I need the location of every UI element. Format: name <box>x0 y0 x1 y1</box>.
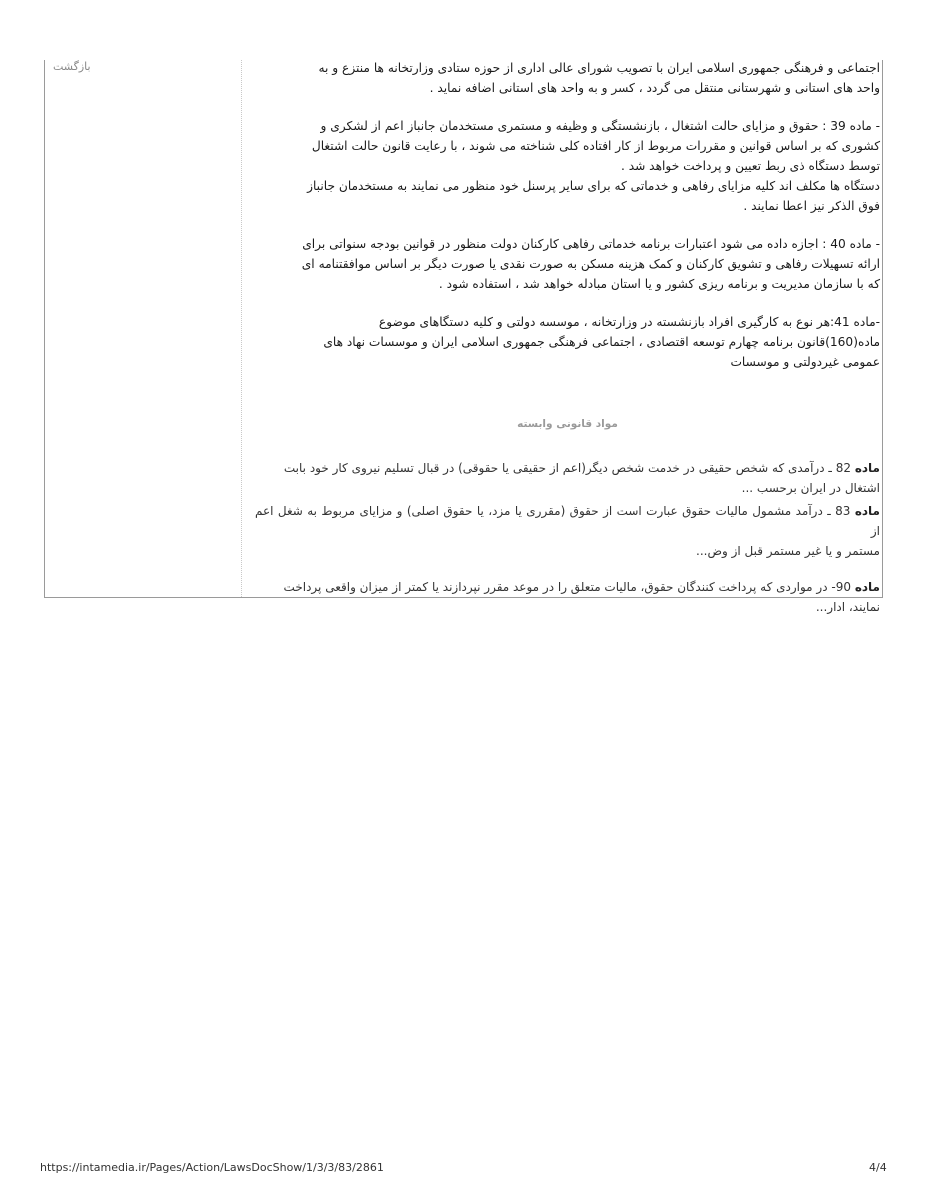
document-frame <box>44 60 883 614</box>
related-laws-list <box>255 458 880 617</box>
related-law-text: 90- در مواردی که پرداخت کنندگان حقوق، مالیات متعلق را در موعد مقرر نپردازند یا کمتر از میزان واقعی پرداخت <box>283 580 855 594</box>
paragraph-line: عمومی غیردولتی و موسسات <box>730 355 880 369</box>
law-paragraph <box>255 312 880 372</box>
related-law-text: اشتغال در ایران برحسب ... <box>741 481 880 495</box>
related-law-line <box>255 577 880 597</box>
related-law-line <box>255 458 880 478</box>
back-link[interactable]: بازگشت <box>53 60 91 73</box>
related-law-label: ماده <box>854 580 880 594</box>
related-law-text: مستمر و یا غیر مستمر قبل از وض... <box>696 544 880 558</box>
law-paragraph <box>255 234 880 294</box>
back-column <box>45 60 242 597</box>
related-law-text: 82 ـ درآمدی که شخص حقیقی در خدمت شخص دیگر(اعم از حقیقی یا حقوقی) در قبال تسلیم نیروی کار خود بابت <box>283 461 855 475</box>
footer-url: https://intamedia.ir/Pages/Action/LawsDocShow/1/3/3/83/2861 <box>40 1161 384 1174</box>
paragraph-line: -ماده 41:هر نوع به کارگیری افراد بازنشسته در وزارتخانه ، موسسه دولتی و کلیه دستگاهای موضوع <box>378 315 880 329</box>
paragraph-line: اجتماعی و فرهنگی جمهوری اسلامی ایران با تصویب شورای عالی اداری از حوزه ستادی وزارتخانه ها منتزع و به <box>318 61 880 75</box>
paragraph-line: کشوری که بر اساس قوانین و مقررات مربوط از کار افتاده کلی شناخته می شوند ، با رعایت قانون حالت اشتغال <box>311 139 880 153</box>
related-law-line <box>255 541 880 561</box>
related-law-text: 83 ـ درآمد مشمول مالیات حقوق عبارت است از حقوق (مقرری یا مزد، یا حقوق اصلی) و مزایای مربوط به شغل اعم از <box>255 504 880 538</box>
paragraph-line: واحد های استانی و شهرستانی منتقل می گردد ، کسر و به واحد های استانی اضافه نماید . <box>429 81 880 95</box>
footer-page-number: 4/4 <box>869 1161 887 1174</box>
related-law-text: نمایند، ادار... <box>815 600 880 614</box>
related-law-label: ماده <box>854 504 880 518</box>
related-law-item[interactable] <box>255 577 880 617</box>
related-laws-title: مواد قانونی وابسته <box>517 418 618 430</box>
law-paragraph <box>255 58 880 98</box>
paragraph-line: - ماده 40 : اجازه داده می شود اعتبارات برنامه خدماتی رفاهی کارکنان دولت منظور در قوانین بودجه سنواتی برای <box>302 237 880 251</box>
related-law-line <box>255 478 880 498</box>
paragraph-line: دستگاه ها مکلف اند کلیه مزایای رفاهی و خدماتی که برای سایر پرسنل خود منظور می نمایند به مستخدمان جانباز <box>307 179 880 193</box>
related-law-label: ماده <box>854 461 880 475</box>
related-law-item[interactable] <box>255 501 880 561</box>
law-paragraphs <box>255 58 880 372</box>
paragraph-line: ماده(160)قانون برنامه چهارم توسعه اقتصادی ، اجتماعی فرهنگی جمهوری اسلامی ایران و موسسات نهاد های <box>323 335 880 349</box>
paragraph-line: ارائه تسهیلات رفاهی و تشویق کارکنان و کمک هزینه مسکن به صورت نقدی یا صورت دیگر بر اساس موافقتنامه ای <box>301 257 880 271</box>
related-law-line <box>255 597 880 617</box>
related-law-line <box>255 501 880 541</box>
paragraph-line: فوق الذکر نیز اعطا نمایند . <box>743 199 880 213</box>
paragraph-line: - ماده 39 : حقوق و مزایای حالت اشتغال ، بازنشستگی و وظیفه و مستمری مستخدمان جانباز اعم از لشکری و <box>320 119 880 133</box>
related-law-item[interactable] <box>255 458 880 498</box>
law-text-content <box>255 58 880 620</box>
law-paragraph <box>255 116 880 216</box>
paragraph-line: که با سازمان مدیریت و برنامه ریزی کشور و یا استان مبادله خواهد شد ، استفاده شود . <box>438 277 880 291</box>
paragraph-line: توسط دستگاه ذی ربط تعیین و پرداخت خواهد شد . <box>620 159 880 173</box>
